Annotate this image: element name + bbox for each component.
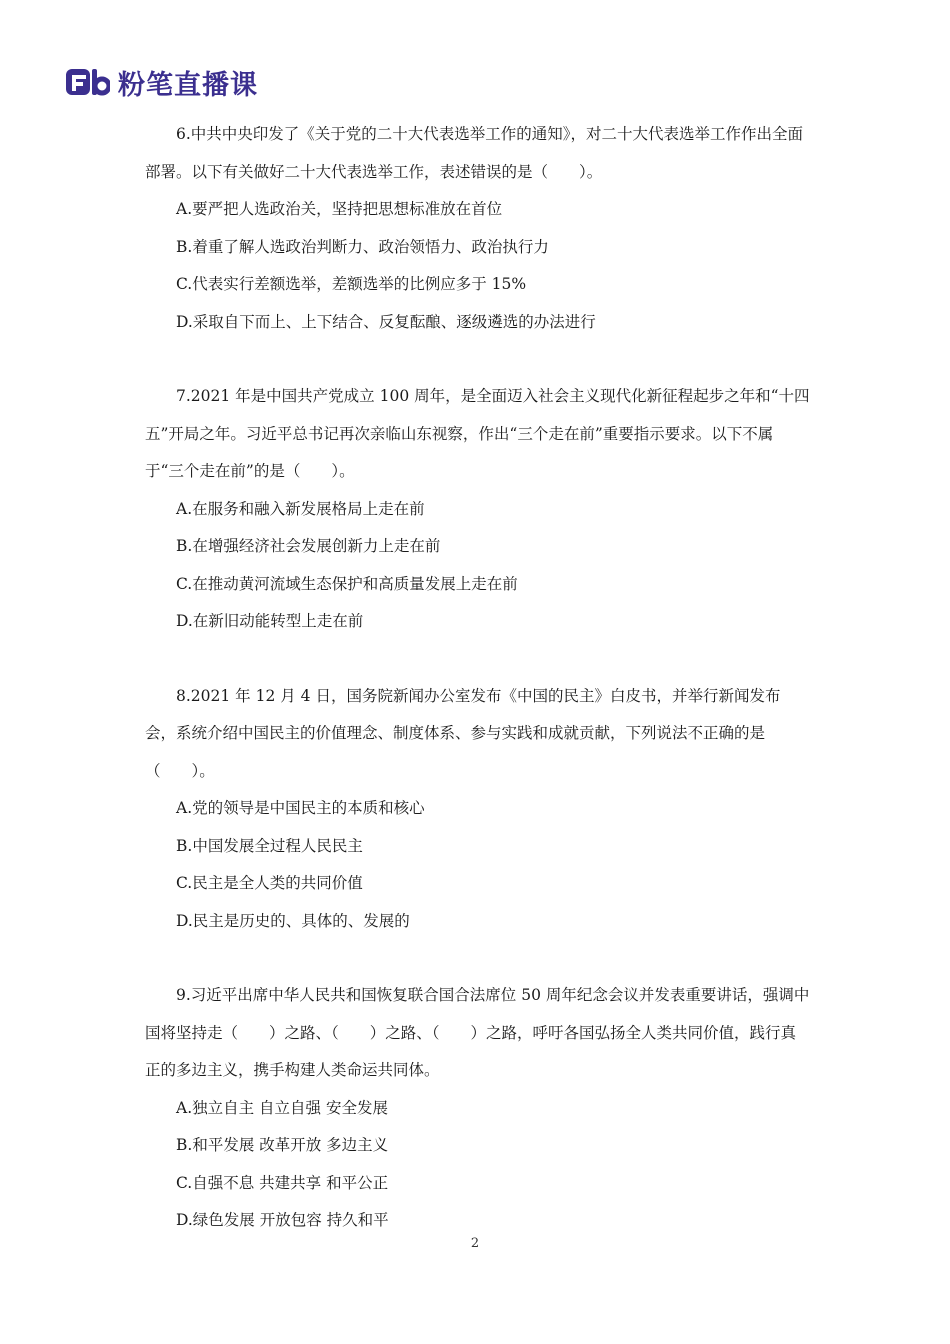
question-9 [145, 977, 810, 1240]
brand-logo [66, 62, 258, 102]
option-c: C.民主是全人类的共同价值 [176, 874, 363, 892]
fenbi-logo-icon [66, 67, 110, 97]
option-c: C.代表实行差额选举，差额选举的比例应多于 15% [176, 275, 527, 293]
option-b: B.和平发展 改革开放 多边主义 [176, 1136, 389, 1154]
option-d: D.采取自下而上、上下结合、反复酝酿、逐级遴选的办法进行 [176, 312, 596, 331]
question-stem: 8.2021 年 12 月 4 日，国务院新闻办公室发布《中国的民主》白皮书，并举行新闻发布会，系统介绍中国民主的价值理念、制度体系、参与实践和成就贡献，下列说法不正确的是（ ）。 [145, 686, 781, 780]
question-6 [145, 116, 810, 341]
question-stem: 9.习近平出席中华人民共和国恢复联合国合法席位 50 周年纪念会议并发表重要讲话，强调中国将坚持走（ ）之路、（ ）之路、（ ）之路，呼吁各国弘扬全人类共同价值，践行真正的多边主义，携手构建人类命运共同体。 [145, 986, 810, 1079]
option-d: D.民主是历史的、具体的、发展的 [176, 911, 410, 930]
option-b: B.着重了解人选政治判断力、政治领悟力、政治执行力 [176, 237, 549, 256]
svg-text:Fb: Fb [66, 67, 68, 68]
question-stem: 7.2021 年是中国共产党成立 100 周年，是全面迈入社会主义现代化新征程起步之年和“十四五”开局之年。习近平总书记再次亲临山东视察，作出“三个走在前”重要指示要求。以下不属于“三个走在前”的是（ ）。 [145, 387, 810, 480]
option-d: D.在新旧动能转型上走在前 [176, 612, 364, 630]
option-c: C.自强不息 共建共享 和平公正 [176, 1173, 389, 1192]
option-c: C.在推动黄河流域生态保护和高质量发展上走在前 [176, 574, 518, 593]
page-number: 2 [470, 1236, 480, 1251]
option-a: A.党的领导是中国民主的本质和核心 [176, 799, 425, 817]
option-d: D.绿色发展 开放包容 持久和平 [176, 1211, 389, 1229]
option-a: A.独立自主 自立自强 安全发展 [176, 1098, 388, 1117]
option-b: B.在增强经济社会发展创新力上走在前 [176, 537, 441, 555]
option-a: A.要严把人选政治关，坚持把思想标准放在首位 [176, 200, 503, 218]
option-a: A.在服务和融入新发展格局上走在前 [176, 499, 425, 518]
option-b: B.中国发展全过程人民民主 [176, 836, 363, 855]
brand-name: 粉笔直播课 [118, 69, 258, 101]
question-list [145, 116, 810, 1240]
question-stem: 6.中共中央印发了《关于党的二十大代表选举工作的通知》，对二十大代表选举工作作出全面部署。以下有关做好二十大代表选举工作，表述错误的是（ ）。 [145, 125, 804, 181]
question-8 [145, 678, 810, 941]
question-7 [145, 378, 810, 641]
